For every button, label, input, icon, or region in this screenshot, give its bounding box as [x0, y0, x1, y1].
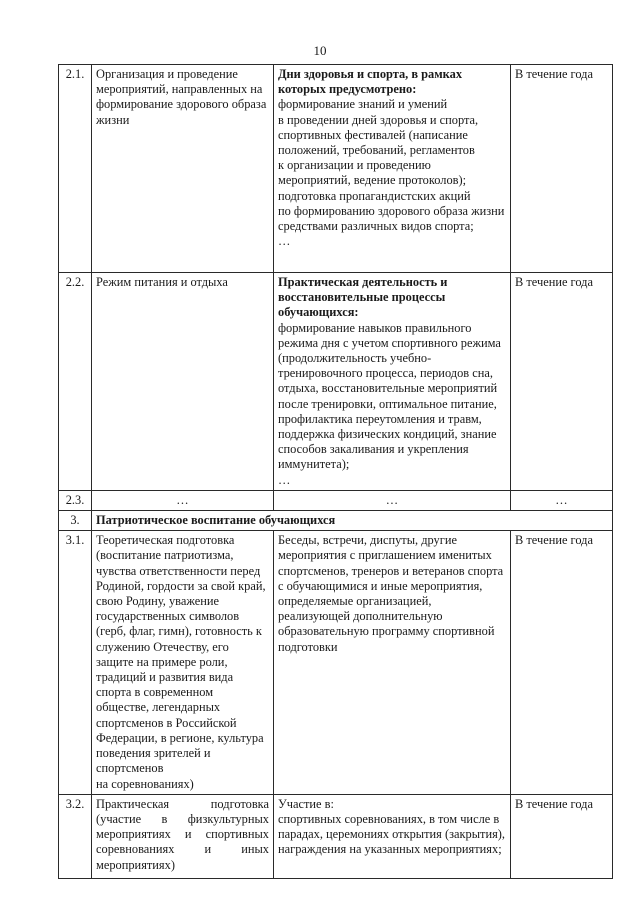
topic-cell: Практическая подготовка (участие в физкультурных мероприятиях и спортивных соревнованиях и иных мероприятиях): [92, 794, 274, 878]
row-number: 2.1.: [59, 65, 92, 273]
period-cell: …: [511, 490, 613, 510]
content-cell: [274, 65, 511, 273]
period-cell: В течение года: [511, 531, 613, 794]
section-number: 3.: [59, 511, 92, 531]
table-row: [59, 531, 613, 794]
period-cell: В течение года: [511, 794, 613, 878]
content-body: формирование знаний и умений в проведении дней здоровья и спорта, спортивных фестивалей (написание положений, требований, регламентов к организации и проведению мероприятий, ведение протоколов); подготовка пропагандистских акций по формированию здорового образа жизни средствами различных видов спорта; …: [278, 97, 505, 249]
topic-cell: Организация и проведение мероприятий, направленных на формирование здорового образа жизни: [92, 65, 274, 273]
table-row: [59, 794, 613, 878]
row-number: 2.2.: [59, 273, 92, 491]
row-number: 3.2.: [59, 794, 92, 878]
section-row: [59, 511, 613, 531]
topic-cell: Теоретическая подготовка (воспитание патриотизма, чувства ответственности перед Родиной, гордости за свой край, свою Родину, уважение государственных символов (герб, флаг, гимн), готовность к служению Отечеству, его защите на примере роли, традиций и развития вида спорта в современном обществе, легендарных спортсменов в Российской Федерации, в регионе, культура поведения зрителей и спортсменов на соревнованиях): [92, 531, 274, 794]
plan-table: [58, 64, 613, 879]
period-cell: В течение года: [511, 273, 613, 491]
content-title: Дни здоровья и спорта, в рамках которых предусмотрено:: [278, 67, 463, 97]
section-title: Патриотическое воспитание обучающихся: [92, 511, 613, 531]
content-title: Практическая деятельность и восстановительные процессы обучающихся:: [278, 275, 448, 320]
content-cell: Участие в: спортивных соревнованиях, в том числе в парадах, церемониях открытия (закрытия), награждения на указанных мероприятиях;: [274, 794, 511, 878]
topic-cell: …: [92, 490, 274, 510]
table-row: [59, 273, 613, 491]
period-cell: В течение года: [511, 65, 613, 273]
row-number: 2.3.: [59, 490, 92, 510]
topic-cell: Режим питания и отдыха: [92, 273, 274, 491]
page-number: 10: [313, 43, 327, 58]
content-cell: …: [274, 490, 511, 510]
table-row: [59, 65, 613, 273]
content-body: формирование навыков правильного режима дня с учетом спортивного режима (продолжительность учебно-тренировочного процесса, периодов сна, отдыха, восстановительные мероприятий после тренировки, оптимальное питание, профилактика переутомления и травм, поддержка физических кондиций, знание способов закаливания и укрепления иммунитета); …: [278, 320, 501, 487]
table-row: [59, 490, 613, 510]
content-cell: [274, 273, 511, 491]
row-number: 3.1.: [59, 531, 92, 794]
content-cell: Беседы, встречи, диспуты, другие мероприятия с приглашением именитых спортсменов, тренеров и ветеранов спорта с обучающимися и иные мероприятия, определяемые организацией, реализующей дополнительную образовательную программу спортивной подготовки: [274, 531, 511, 794]
